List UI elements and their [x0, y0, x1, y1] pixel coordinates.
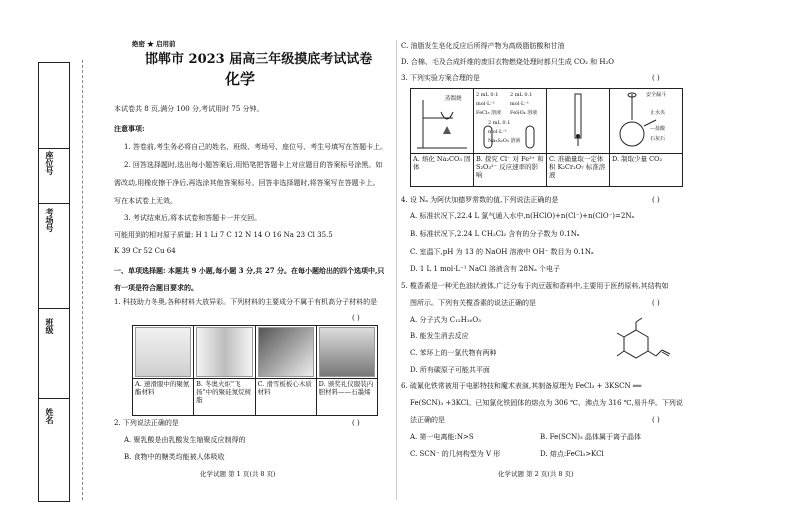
- q3-apparatus-b: [474, 89, 547, 154]
- q6-stem-2: Fe(SCN)₃ +3KCl。已知氯化铁固体的熔点为 306 ℃、沸点为 316 ℃,易升华。下列说: [410, 399, 683, 407]
- q3-label-b3: 2 mL 0.1 mol·L⁻¹ Na₂S₂O₃ 溶液: [488, 120, 521, 144]
- q1-option-c: C. 滑雪板板心木质材料: [255, 379, 316, 416]
- q5-answer-paren: ( ): [652, 299, 660, 307]
- q6-stem-3: 法正确的是: [410, 416, 445, 424]
- q2-option-b: B. 食物中的糖类均能被人体吸收: [124, 453, 225, 461]
- q4-stem: 4. 设 Nₐ 为阿伏加德罗常数的值,下列说法正确的是: [401, 196, 559, 204]
- q3-label-b1: 2 mL 0.1 mol·L⁻¹ FeCl₃ 溶液: [476, 92, 502, 116]
- q4-option-a: A. 标准状况下,22.4 L 氯气通入水中,n(HClO)+n(Cl⁻)+n(ClO⁻)=2Nₐ: [410, 212, 635, 220]
- q6-answer-paren: ( ): [652, 416, 660, 424]
- snowboarder-image: [258, 327, 314, 377]
- name-label: 姓名: [45, 408, 55, 424]
- q1-options-table: [132, 325, 378, 416]
- q3-answer-paren: ( ): [652, 74, 660, 82]
- atomic-masses-1: 可能用到的相对原子质量: H 1 Li 7 C 12 N 14 O 16 Na 23 Cl 35.5: [114, 231, 333, 239]
- q3-label-d1: 安全漏斗: [646, 92, 667, 98]
- q3-option-d: D. 制取少量 CO₂: [610, 154, 683, 187]
- q1-option-a: A. 速滑服中的聚氨酯材料: [133, 379, 194, 416]
- q2-option-c: C. 油脂发生皂化反应后所得产物为高级脂肪酸和甘油: [401, 42, 565, 50]
- divider: [39, 308, 69, 309]
- q3-label-d4: 石灰石: [650, 136, 666, 142]
- q2-option-a: A. 聚乳酸是由乳酸发生缩聚反应制得的: [124, 436, 246, 444]
- q3-label-b2: 2 mL 0.1 mol·L⁻¹ FeSO₄ 溶液: [510, 92, 538, 116]
- q5-option-c: C. 苯环上的一氯代物有两种: [410, 349, 497, 357]
- intro-line: 本试卷共 8 页,满分 100 分,考试用时 75 分钟。: [114, 105, 264, 113]
- q5-option-b: B. 能发生消去反应: [410, 332, 469, 340]
- binding-strip: [38, 62, 70, 502]
- q4-option-b: B. 标准状况下,2.24 L CH₂Cl₂ 含有的分子数为 0.1Nₐ: [410, 230, 580, 238]
- ceremony-uniform-image: [319, 327, 375, 377]
- q6-option-b: B. Fe(SCN)₃ 晶体属于离子晶体: [540, 433, 641, 441]
- q4-option-d: D. 1 L 1 mol·L⁻¹ NaCl 溶液含有 28Nₐ 个电子: [410, 265, 561, 273]
- page-divider: [396, 40, 397, 500]
- footer-right: 化学试题 第 2 页(共 8 页): [498, 470, 574, 478]
- divider: [39, 148, 69, 149]
- note-2b: 需改动,用橡皮擦干净后,再选涂其他答案标号。回答非选择题时,将答案写在答题卡上。: [114, 179, 380, 187]
- q1-option-d: D. 颁奖礼仪服装内胆材料——石墨烯: [316, 379, 377, 416]
- divider: [39, 203, 69, 204]
- q6-option-d: D. 熔点:FeCl₃>KCl: [540, 450, 604, 458]
- q1-image-c: [255, 326, 316, 379]
- q3-stem: 3. 下列实验方案合理的是: [401, 74, 480, 82]
- q6-option-c: C. SCN⁻ 的几何构型为 V 形: [410, 450, 501, 458]
- footer-left: 化学试题 第 1 页(共 8 页): [200, 470, 276, 478]
- q6-option-a: A. 第一电离能:N>S: [410, 433, 474, 441]
- section-heading-1: 一、单项选择题: 本题共 9 小题,每小题 3 分,共 27 分。在每小题给出的四个选项中,只: [114, 266, 385, 275]
- q2-option-d: D. 合棉、毛及合成纤维的废旧衣物燃烧处理时都只生成 CO₂ 和 H₂O: [401, 58, 615, 66]
- seat-number-label: 座位号: [45, 151, 55, 175]
- q3-label-a: 蒸馏烧: [445, 96, 462, 102]
- q5-option-d: D. 所有碳原子可能共平面: [410, 366, 490, 374]
- q3-label-d3: —盐酸: [650, 126, 666, 132]
- q3-apparatus-c: [547, 89, 610, 154]
- divider: [39, 398, 69, 399]
- q4-option-c: C. 室温下,pH 为 13 的 NaOH 溶液中 OH⁻ 数目为 0.1Nₐ: [410, 248, 594, 256]
- q1-answer-paren: ( ): [352, 314, 360, 322]
- q3-label-d2: 止水夹: [650, 110, 666, 116]
- notes-title: 注意事项:: [114, 124, 145, 133]
- q5-option-a: A. 分子式为 C₁₂H₁₆O₃: [410, 316, 481, 324]
- secret-tag: 绝密 ★ 启用前: [132, 40, 176, 48]
- q3-apparatus-a: [411, 89, 474, 154]
- note-2c: 写在本试卷上无效。: [114, 197, 177, 205]
- q1-stem: 1. 科技助力冬奥,各种材料大放异彩。下列材料的主要成分不属于有机高分子材料的是: [114, 298, 378, 306]
- q1-image-d: [316, 326, 377, 379]
- exam-room-label: 考场号: [45, 208, 55, 232]
- q4-answer-paren: ( ): [652, 196, 660, 204]
- torch-image: [196, 327, 252, 377]
- q3-option-b: B. 探究 Cl⁻ 对 Fe³⁺ 和 S₂O₃²⁻ 反应速率的影响: [474, 154, 547, 187]
- q3-option-a: A. 熔化 Na₂CO₃ 固体: [411, 154, 474, 187]
- q2-stem: 2. 下列说法正确的是: [114, 419, 179, 427]
- speed-skater-image: [135, 327, 191, 377]
- q3-option-c: C. 准确量取一定体积 K₂Cr₂O₇ 标准溶液: [547, 154, 610, 187]
- section-heading-2: 有一项是符合题目要求的。: [114, 283, 198, 292]
- q1-image-a: [133, 326, 194, 379]
- note-2a: 2. 回答选择题时,选出每小题答案后,用铅笔把答题卡上对应题目的答案标号涂黑。如: [124, 161, 383, 169]
- elemicin-structure-icon: [612, 316, 674, 374]
- q2-answer-paren: ( ): [352, 419, 360, 427]
- q1-image-b: [194, 326, 255, 379]
- q1-option-b: B. 冬奥火炬"飞扬"中的聚硅氮烷树脂: [194, 379, 255, 416]
- q3-options-table: [410, 88, 683, 187]
- class-label: 班级: [45, 318, 55, 334]
- seal-line: [82, 60, 83, 500]
- note-1: 1. 答卷前,考生务必将自己的姓名、班级、考场号、座位号、考生号填写在答题卡上。: [124, 143, 388, 151]
- q5-stem-1: 5. 榄香素是一种无色油状液体,广泛分布于肉豆蔻和香料中,主要用于医药原料,其结构如: [401, 282, 669, 290]
- atomic-masses-2: K 39 Cr 52 Cu 64: [114, 247, 176, 255]
- subject-title: 化学: [225, 70, 256, 88]
- q6-stem-1: 6. 硫氰化铁常被用于电影特技和魔术表演,其制备原理为 FeCl₃ + 3KSCN ══: [401, 382, 642, 390]
- crucible-apparatus-icon: [413, 90, 471, 150]
- exam-title: 邯郸市 2023 届高三年级摸底考试试卷: [145, 52, 373, 67]
- burette-icon: [549, 90, 607, 150]
- q5-stem-2: 图所示。下列有关榄香素的说法正确的是: [410, 299, 536, 307]
- note-3: 3. 考试结束后,将本试卷和答题卡一并交回。: [124, 214, 262, 222]
- q3-apparatus-d: [610, 89, 683, 154]
